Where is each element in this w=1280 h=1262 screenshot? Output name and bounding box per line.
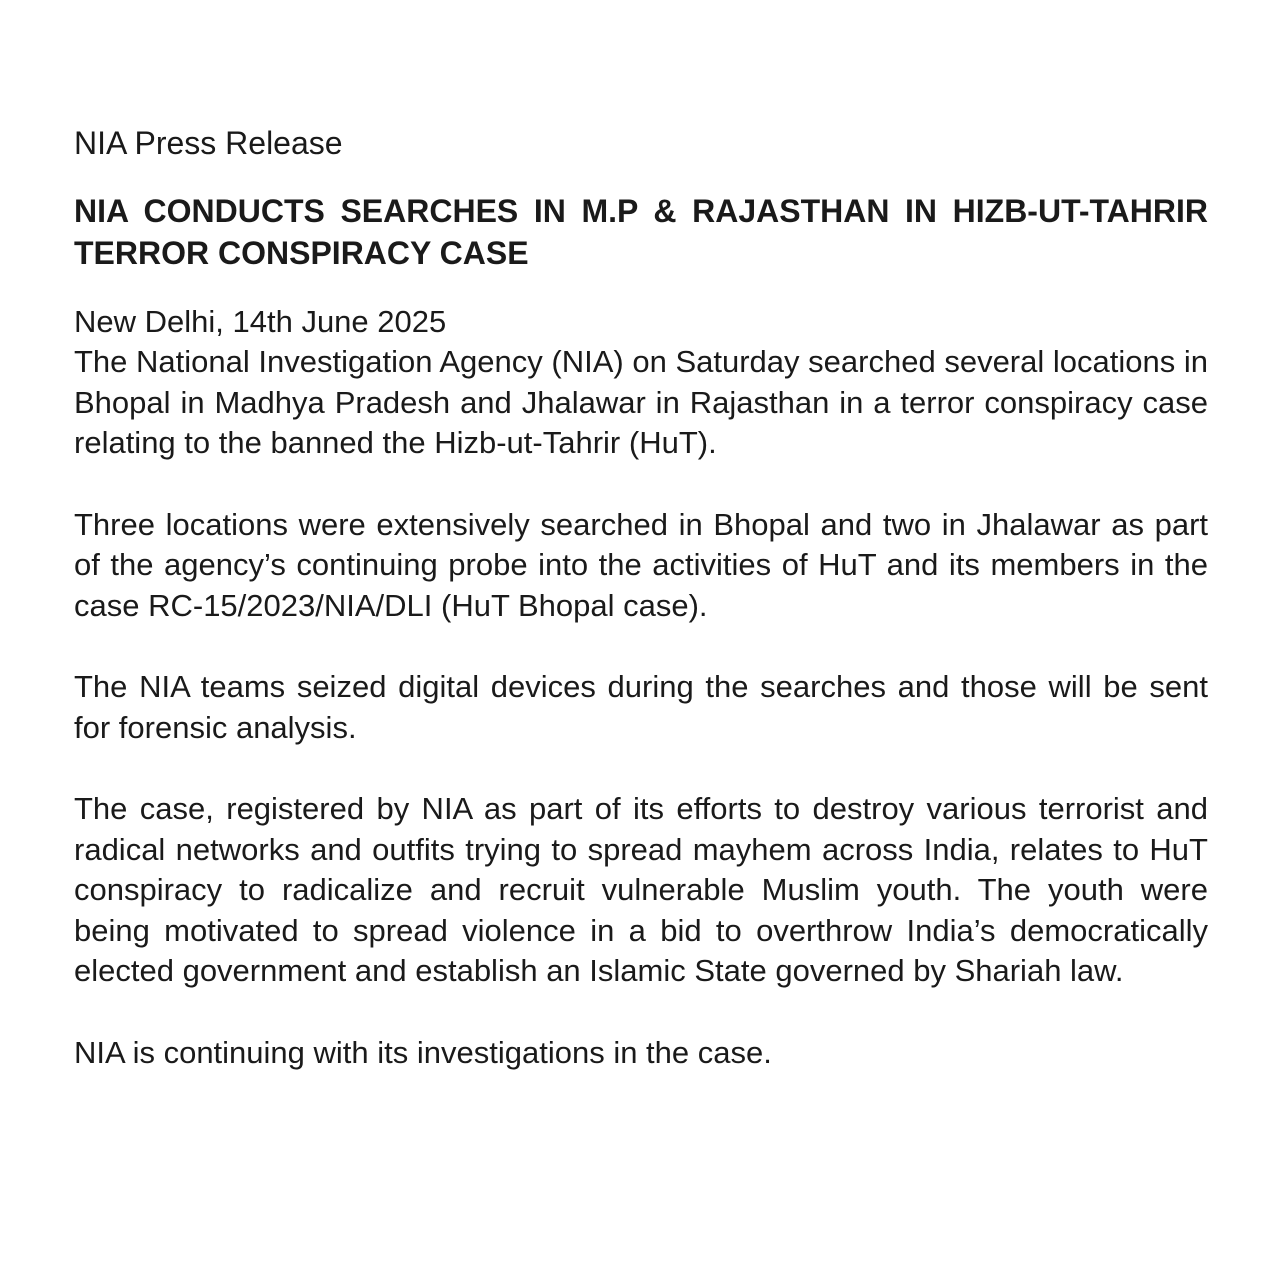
paragraph-1: The National Investigation Agency (NIA) on Saturday searched several locations in Bhopal in Madhya Pradesh and Jhalawar in Rajasthan in a terror conspiracy case relating to the banned the Hizb-ut-Tahrir (HuT). [74,344,1208,460]
paragraph-3: The NIA teams seized digital devices during the searches and those will be sent for forensic analysis. [74,669,1208,745]
release-label: NIA Press Release [74,125,343,161]
press-release-document [74,122,1208,1114]
headline-line-1: NIA CONDUCTS SEARCHES IN M.P & RAJASTHAN IN HIZB-UT-TAHRIR [74,193,1208,229]
paragraph-2: Three locations were extensively searched in Bhopal and two in Jhalawar as part of the agency’s continuing probe into the activities of HuT and its members in the case RC-15/2023/NIA/DLI (HuT Bhopal case). [74,506,1208,623]
headline-line-2: TERROR CONSPIRACY CASE [74,235,529,271]
headline [74,190,1208,274]
dateline: New Delhi, 14th June 2025 [74,304,447,339]
paragraph-4: The case, registered by NIA as part of its efforts to destroy various terrorist and radical networks and outfits trying to spread mayhem across India, relates to HuT conspiracy to radicalize and recruit vulnerable Muslim youth. The youth were being motivated to spread violence in a bid to overthrow India’s democratically elected government and establish an Islamic State governed by Shariah law. [74,791,1208,988]
paragraph-5: NIA is continuing with its investigations in the case. [74,1034,772,1070]
